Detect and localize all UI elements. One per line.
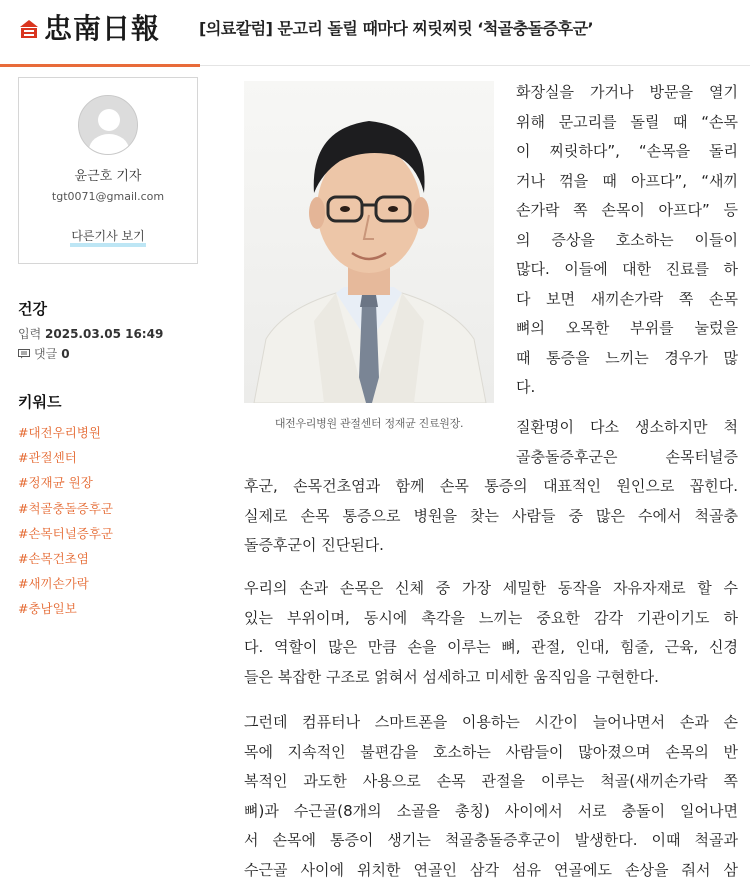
comment-label: 댓글 [34, 347, 58, 361]
paragraph-line: 목에 지속적인 불편감을 호소하는 사람들이 많아졌으며 손목의 반 [244, 742, 738, 761]
keyword-tag[interactable]: #정재균 원장 [18, 475, 93, 491]
doctor-portrait [244, 81, 494, 403]
paragraph-line: 들은 복잡한 구조로 얽혀서 섬세하고 미세한 움직임을 구현한다. [244, 667, 659, 686]
article-headline: [의료칼럼] 문고리 돌릴 때마다 찌릿찌릿 ‘척골충돌증후군’ [199, 19, 594, 38]
paragraph-line: 손가락 쪽 손목이 아프다” 등 [516, 201, 738, 219]
section-label[interactable]: 건강 [18, 300, 47, 318]
paragraph-line: 다. 역할이 많은 만큼 손을 이루는 뼈, 관절, 인대, 힘줄, 근육, 신경 [244, 638, 738, 656]
paragraph-line: 복적인 과도한 사용으로 손목 관절을 이루는 척골(새끼손가락 쪽 [244, 772, 738, 790]
newspaper-logo-icon [18, 18, 40, 40]
keyword-tag[interactable]: #손목건초염 [18, 550, 89, 566]
site-logo[interactable] [18, 12, 160, 46]
keyword-list [18, 423, 113, 625]
paragraph-line: 골충돌증후군은 손목터널증 [516, 447, 738, 466]
article-paragraph-4 [244, 708, 738, 885]
keyword-tag[interactable]: #충남일보 [18, 601, 77, 617]
keyword-tag[interactable]: #손목터널증후군 [18, 525, 113, 541]
article-paragraph-1 [516, 78, 738, 403]
paragraph-line: 많다. 이들에 대한 진료를 하 [516, 260, 738, 278]
paragraph-line: 돌증후군이 진단된다. [244, 536, 384, 554]
photo-caption: 대전우리병원 관절센터 정재균 진료원장. [274, 417, 464, 430]
keyword-tag[interactable]: #관절센터 [18, 450, 77, 466]
paragraph-line: 뼈)과 수근골(8개의 소골을 총칭) 사이에서 서로 충돌이 일어나면 [244, 801, 738, 820]
paragraph-line: 우리의 손과 손목은 신체 중 가장 세밀한 동작을 자유자재로 할 수 [244, 579, 738, 597]
paragraph-line: 있는 부위이며, 동시에 촉각을 느끼는 중요한 감각 기관이기도 하 [244, 608, 738, 627]
paragraph-line: 화장실을 가거나 방문을 열기 [516, 83, 738, 101]
user-silhouette-icon [79, 96, 138, 155]
paragraph-line: 때 통증을 느끼는 경우가 많 [516, 348, 738, 367]
keyword-tag[interactable]: #새끼손가락 [18, 576, 89, 592]
reporter-card [18, 77, 198, 264]
keyword-tag[interactable]: #대전우리병원 [18, 425, 101, 440]
paragraph-line: 질환명이 다소 생소하지만 척 [516, 418, 738, 436]
comment-count[interactable] [18, 345, 70, 362]
other-articles-label[interactable]: 다른기사 보기 [70, 229, 145, 247]
keywords-title: 키워드 [18, 393, 62, 411]
date-label: 입력 [18, 327, 42, 341]
article-paragraph-2-top [516, 413, 738, 472]
site-header [0, 0, 750, 66]
paragraph-line: 거나 꺾을 때 아프다”, “새끼 [516, 171, 738, 190]
paragraph-line: 후군, 손목건초염과 함께 손목 통증의 대표적인 원인으로 꼽힌다. [244, 477, 738, 495]
comment-icon [18, 349, 30, 359]
paragraph-line: 위해 문고리를 돌릴 때 “손목 [516, 112, 738, 131]
paragraph-line: 다 보면 새끼손가락 쪽 손목 [516, 289, 738, 308]
other-articles-link[interactable] [19, 227, 197, 244]
reporter-name: 윤근호 기자 [74, 169, 142, 184]
date-value: 2025.03.05 16:49 [45, 327, 164, 341]
paragraph-line: 실제로 손목 통증으로 병원을 찾는 사람들 중 많은 수에서 척골충 [244, 506, 738, 525]
article-paragraph-2-bottom [244, 472, 738, 561]
paragraph-line: 뼈의 오목한 부위를 눌렀을 [516, 319, 738, 337]
header-accent-bar [0, 64, 200, 67]
comment-number: 0 [61, 346, 70, 361]
paragraph-line: 그런데 컴퓨터나 스마트폰을 이용하는 시간이 늘어나면서 손과 손 [244, 713, 738, 731]
logo-text: 忠南日報 [44, 12, 161, 45]
article-photo[interactable] [244, 81, 494, 403]
paragraph-line: 서 손목에 통증이 생기는 척골충돌증후군이 발생한다. 이때 척골과 [244, 831, 738, 849]
reporter-avatar [78, 95, 138, 155]
paragraph-line: 수근골 사이에 위치한 연골인 삼각 섬유 연골에도 손상을 줘서 삼 [244, 860, 738, 879]
keyword-tag[interactable]: #척골충돌증후군 [18, 500, 113, 516]
paragraph-line: 다. [516, 378, 536, 396]
paragraph-line: 의 증상을 호소하는 이들이 [516, 230, 738, 249]
paragraph-line: 이 찌릿하다”, “손목을 돌리 [516, 142, 738, 160]
publish-date [18, 325, 163, 342]
article-paragraph-3 [244, 574, 738, 692]
reporter-email[interactable]: tgt0071@gmail.com [51, 190, 165, 203]
